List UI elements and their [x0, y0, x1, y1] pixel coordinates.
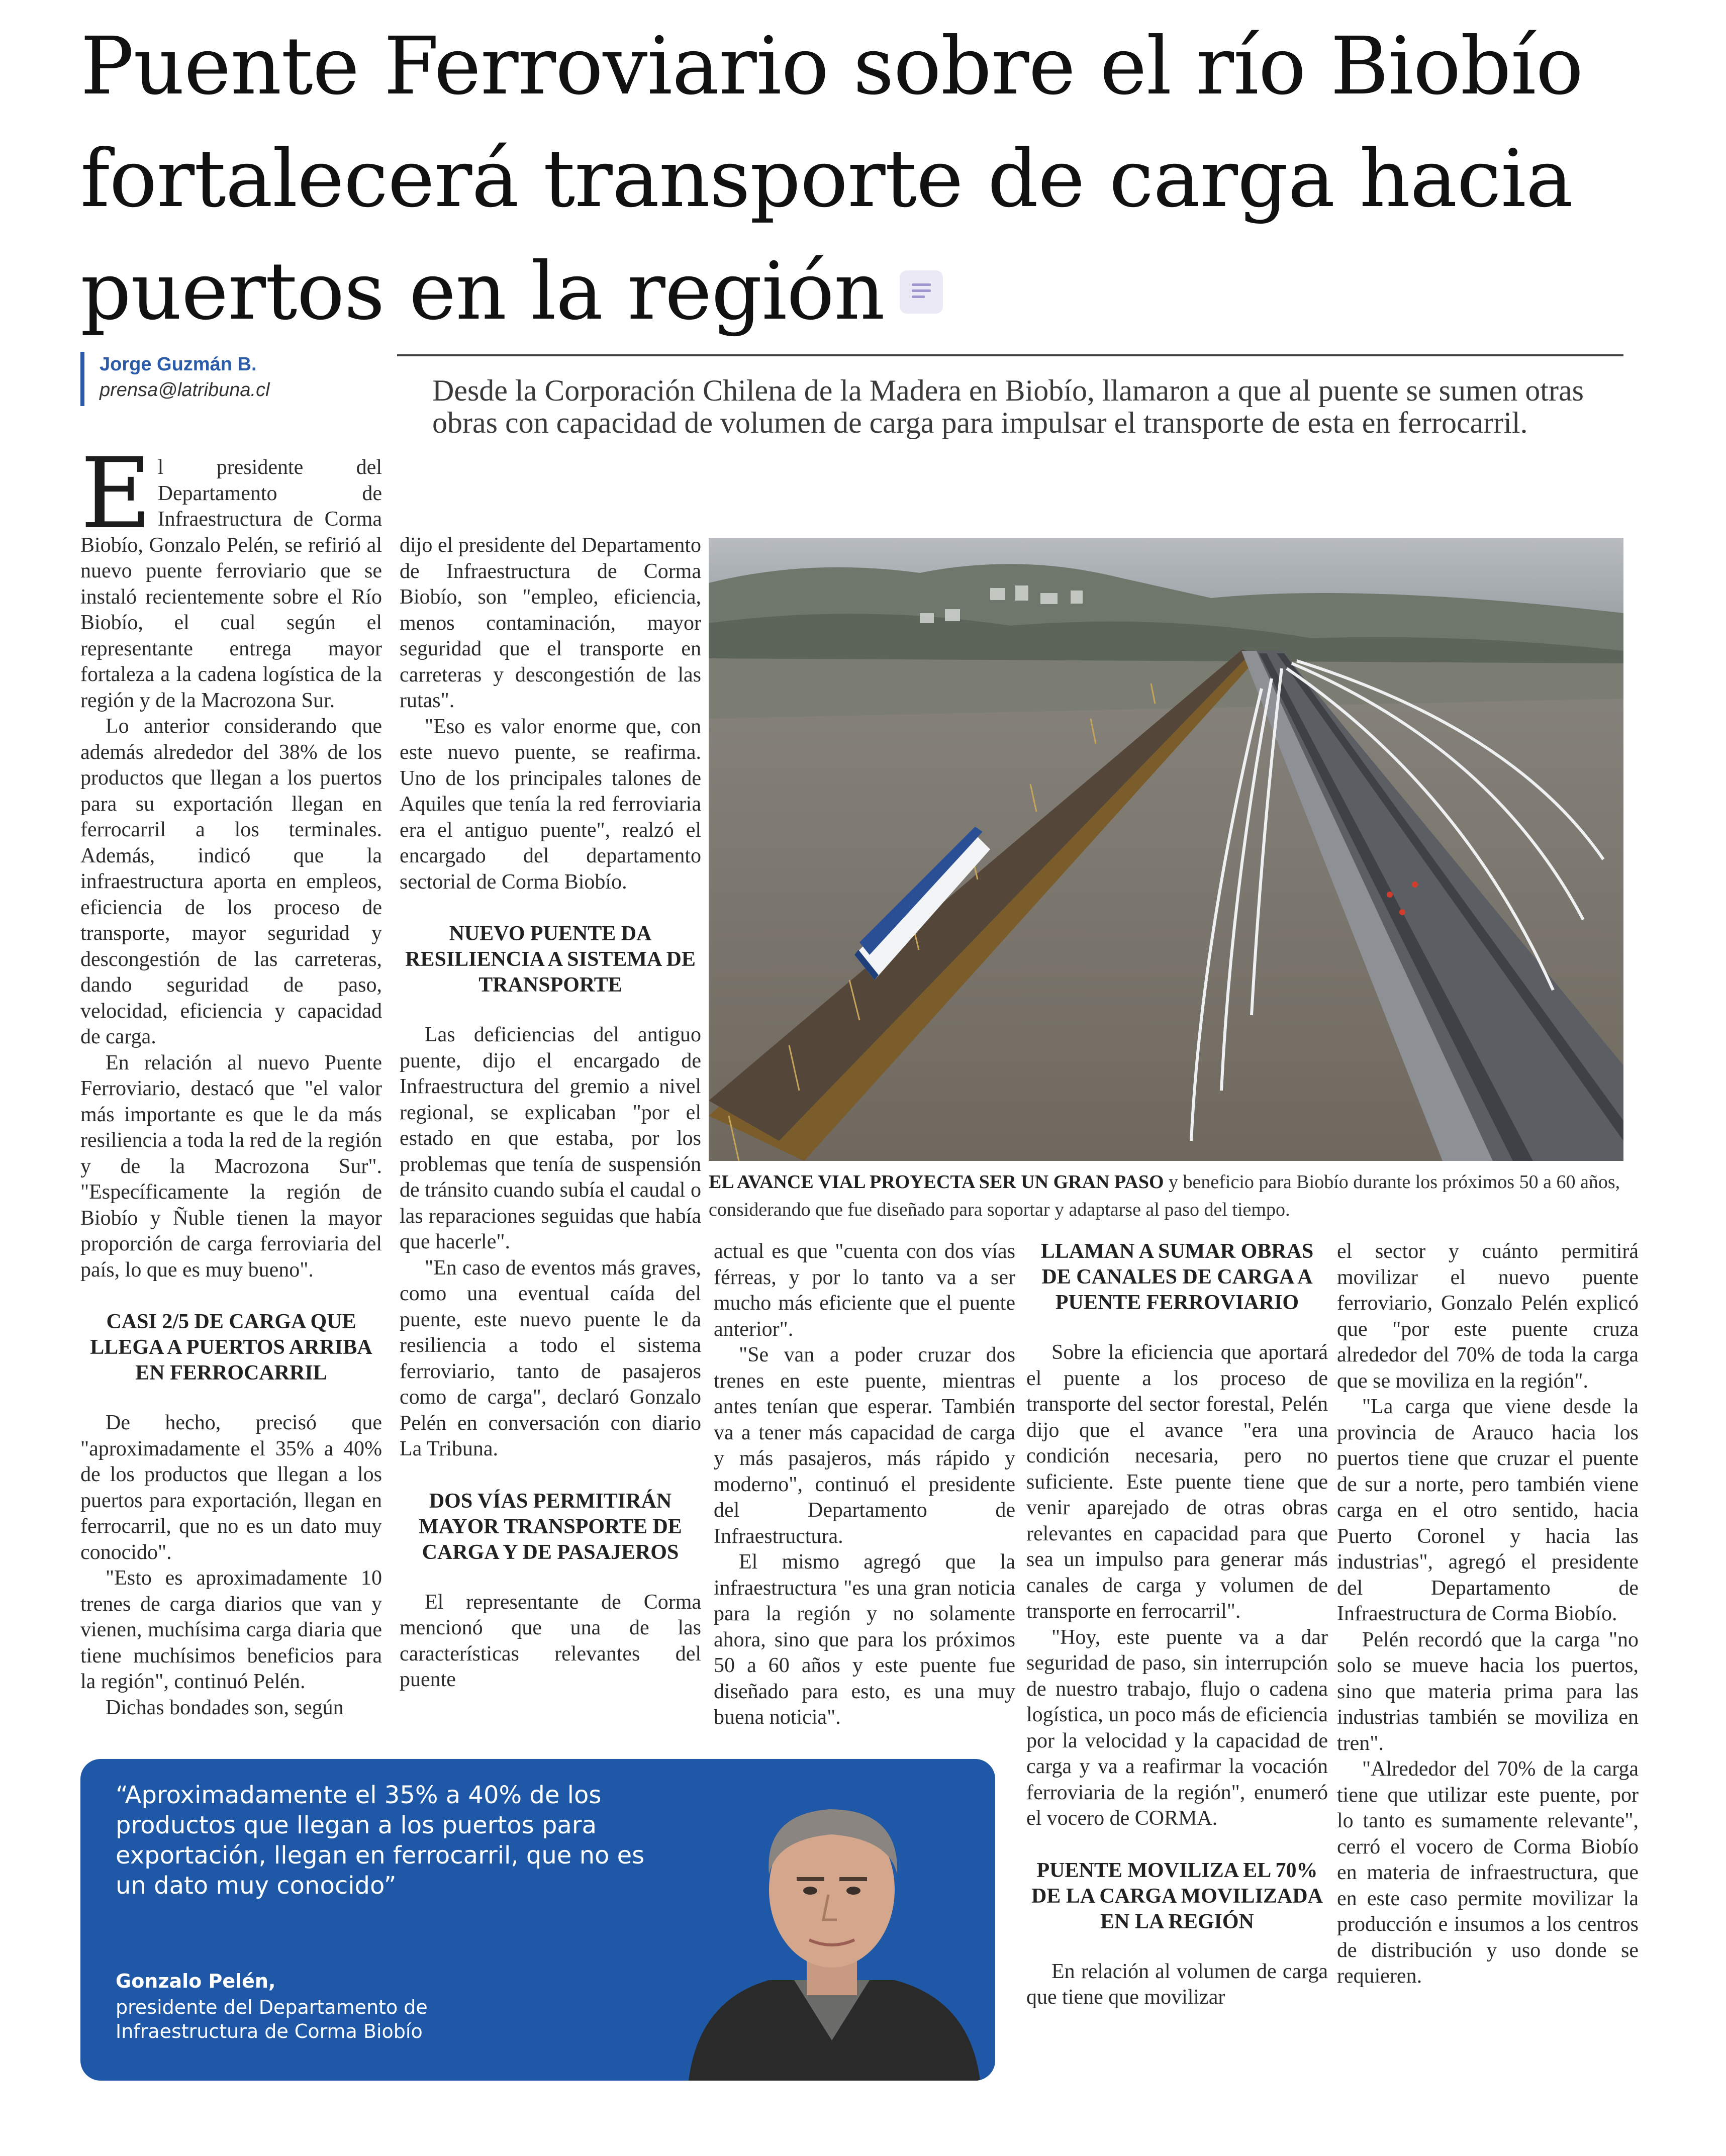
photo-caption — [709, 1168, 1623, 1224]
pull-quote-text: “Aproximadamente el 35% a 40% de los productos que llegan a los puertos para exportación, llegan en ferrocarril, que no es un dato muy conocido” — [116, 1781, 645, 1900]
author-name: Jorge Guzmán B. — [100, 354, 257, 375]
column-2-paragraph-2: "Eso es valor enorme que, con este nuevo puente, se reafirma. Uno de los principales talones de Aquiles que tenía la red ferroviaria era el antiguo puente", realzó el encargado del departamento sectorial de Corma Biobío. — [400, 715, 701, 894]
bridge-photo-illustration — [709, 538, 1623, 1161]
column-5-paragraph-4: "Alrededor del 70% de la carga tiene que utilizar este puente, por lo tanto es sumamente relevante", cerró el vocero de Corma Biobío en materia de infraestructura, que en este caso permite movilizar la producción e insumos a los centros de distribución y uso donde se requieren. — [1337, 1757, 1639, 1988]
pull-quote-name: Gonzalo Pelén, — [116, 1970, 276, 1992]
headline-line-3: puertos en la región — [80, 245, 885, 338]
column-1-paragraph-6: Dichas bondades son, según — [106, 1696, 344, 1719]
photo-caption-text: y beneficio para Biobío durante los próximos 50 a 60 años, considerando que fue diseñado para soportar y adaptarse al paso del tiempo. — [709, 1171, 1620, 1220]
column-2-paragraph-5: El representante de Corma mencionó que una de las características relevantes del puente — [400, 1590, 701, 1691]
headline-line-1: Puente Ferroviario sobre el río Biobío — [80, 20, 1583, 113]
column-3-paragraph-2: "Se van a poder cruzar dos trenes en este puente, mientras antes tenían que esperar. También va a tener más capacidad de carga y más pasajeros, más rápido y moderno", continuó el presidente del Departamento de Infraestructura. — [714, 1343, 1015, 1548]
column-2-paragraph-3: Las deficiencias del antiguo puente, dijo el encargado de Infraestructura del gremio a nivel regional, se explicaban "por el estado en que estaba, por los problemas que tenía de suspensión de tránsito cuando subía el caudal o las reparaciones seguidas que había que hacerle". — [400, 1023, 701, 1253]
headline-line-2: fortalecerá transporte de carga hacia — [80, 133, 1573, 225]
column-2-paragraph-1: dijo el presidente del Departamento de Infraestructura de Corma Biobío, son "empleo, eficiencia, menos contaminación, mayor seguridad que el transporte en carreteras y descongestión de las rutas". — [400, 534, 701, 712]
column-4 — [1026, 1239, 1328, 2011]
column-4-paragraph-3: En relación al volumen de carga que tiene que movilizar — [1026, 1959, 1328, 2009]
byline — [80, 352, 270, 406]
column-2-paragraph-4: "En caso de eventos más graves, como una eventual caída del puente, este nuevo puente le da resiliencia a todo el sistema ferroviario, tanto de pasajeros como de carga", declaró Gonzalo Pelén en conversación con diario La Tribuna. — [400, 1256, 701, 1460]
column-2 — [400, 533, 701, 1693]
subheading-casi-2-5: CASI 2/5 DE CARGA QUE LLEGA A PUERTOS ARRIBA EN FERROCARRIL — [90, 1310, 372, 1385]
column-1 — [80, 437, 382, 1721]
column-4-paragraph-2: "Hoy, este puente va a dar seguridad de paso, sin interrupción de nuestro trabajo, flujo o cadena logística, un poco más de eficiencia por la velocidad y la capacidad de carga y va a reafirmar la vocación ferroviaria de la región", enumeró el vocero de CORMA. — [1026, 1625, 1328, 1830]
column-4-paragraph-1: Sobre la eficiencia que aportará el puente a los proceso de transporte del sector forestal, Pelén dijo que el avance "era una condición necesaria, pero no suficiente. Este puente tiene que venir aparejado de otras obras relevantes en capacidad para que sea un impulso para generar más canales de carga y volumen de transporte en ferrocarril". — [1026, 1341, 1328, 1623]
column-1-paragraph-3: En relación al nuevo Puente Ferroviario, destacó que "el valor más importante es que le da más resiliencia a toda la red de la región y de la Macrozona Sur". "Específicamente la región de Biobío y Ñuble tienen la mayor proporción de carga ferroviaria del país, lo que es muy bueno". — [80, 1051, 382, 1282]
pull-quote-role: presidente del Departamento de Infraestructura de Corma Biobío — [116, 1996, 428, 2042]
column-3 — [714, 1239, 1015, 1731]
column-1-paragraph-1: El presidente del Departamento de Infraestructura de Corma Biobío, Gonzalo Pelén, se refirió al nuevo puente ferroviario que se instaló recientemente sobre el Río Biobío, el cual según el representante entrega mayor fortaleza a la cadena logística de la región y de la Macrozona Sur. — [80, 437, 382, 712]
column-1-paragraph-5: "Esto es aproximadamente 10 trenes de carga diarios que van y vienen, muchísima carga diaria que tiene muchísimos beneficios para la región", continuó Pelén. — [80, 1566, 382, 1693]
column-1-paragraph-2: Lo anterior considerando que además alrededor del 38% de los productos que llegan a los puertos para su exportación llegan en ferrocarril a los terminales. Además, indicó que la infraestructura aporta en empleos, eficiencia de los proceso de transporte, mayor seguridad y descongestión de las carreteras, dando seguridad de paso, velocidad, eficiencia y capacidad de carga. — [80, 715, 382, 1048]
column-5-paragraph-3: Pelén recordó que la carga "no solo se mueve hacia los puertos, sino que materia prima para las industrias también se moviliza en tren". — [1337, 1628, 1639, 1755]
subheading-llaman-a-sumar: LLAMAN A SUMAR OBRAS DE CANALES DE CARGA A PUENTE FERROVIARIO — [1040, 1240, 1314, 1314]
lead-rule — [397, 354, 1623, 356]
headline — [80, 10, 1664, 348]
bridge-photo — [709, 538, 1623, 1161]
author-email[interactable]: prensa@latribuna.cl — [100, 379, 270, 401]
subheading-puente-moviliza: PUENTE MOVILIZA EL 70% DE LA CARGA MOVILIZADA EN LA REGIÓN — [1031, 1858, 1323, 1933]
column-5 — [1337, 1239, 1639, 1990]
column-5-paragraph-2: "La carga que viene desde la provincia de Arauco hacia los puertos tiene que cruzar el puente de sur a norte, pero también viene carga en el otro sentido, hacia Puerto Coronel y hacia las industrias", agregó el presidente del Departamento de Infraestructura de Corma Biobío. — [1337, 1395, 1639, 1625]
column-3-paragraph-3: El mismo agregó que la infraestructura "es una gran noticia para la región y no solamente ahora, sino que para los próximos 50 a 60 años y este puente fue diseñado para esto, es una muy buena noticia". — [714, 1550, 1015, 1729]
photo-caption-lead: EL AVANCE VIAL PROYECTA SER UN GRAN PASO — [709, 1171, 1164, 1193]
comment-icon[interactable] — [900, 270, 943, 314]
portrait-photo — [668, 1759, 995, 2081]
pull-quote-box — [80, 1759, 995, 2081]
subheading-nuevo-puente: NUEVO PUENTE DA RESILIENCIA A SISTEMA DE TRANSPORTE — [405, 922, 696, 997]
subheading-dos-vias: DOS VÍAS PERMITIRÁN MAYOR TRANSPORTE DE CARGA Y DE PASAJEROS — [419, 1489, 682, 1564]
lead-paragraph: Desde la Corporación Chilena de la Madera en Biobío, llamaron a que al puente se sumen otras obras con capacidad de volumen de carga para impulsar el transporte de esta en ferrocarril. — [432, 374, 1584, 439]
column-5-paragraph-1: el sector y cuánto permitirá movilizar el nuevo puente ferroviario, Gonzalo Pelén explicó que "por este puente cruza alrededor del 70% de toda la carga que se moviliza en la región". — [1337, 1240, 1639, 1393]
column-3-paragraph-1: actual es que "cuenta con dos vías férreas, y por lo tanto va a ser mucho más eficiente que el puente anterior". — [714, 1240, 1015, 1341]
drop-cap: E — [80, 437, 152, 550]
column-1-paragraph-4: De hecho, precisó que "aproximadamente el 35% a 40% de los productos que llegan a los puertos para exportación, llegan en ferrocarril, que no es un dato muy conocido". — [80, 1411, 382, 1564]
